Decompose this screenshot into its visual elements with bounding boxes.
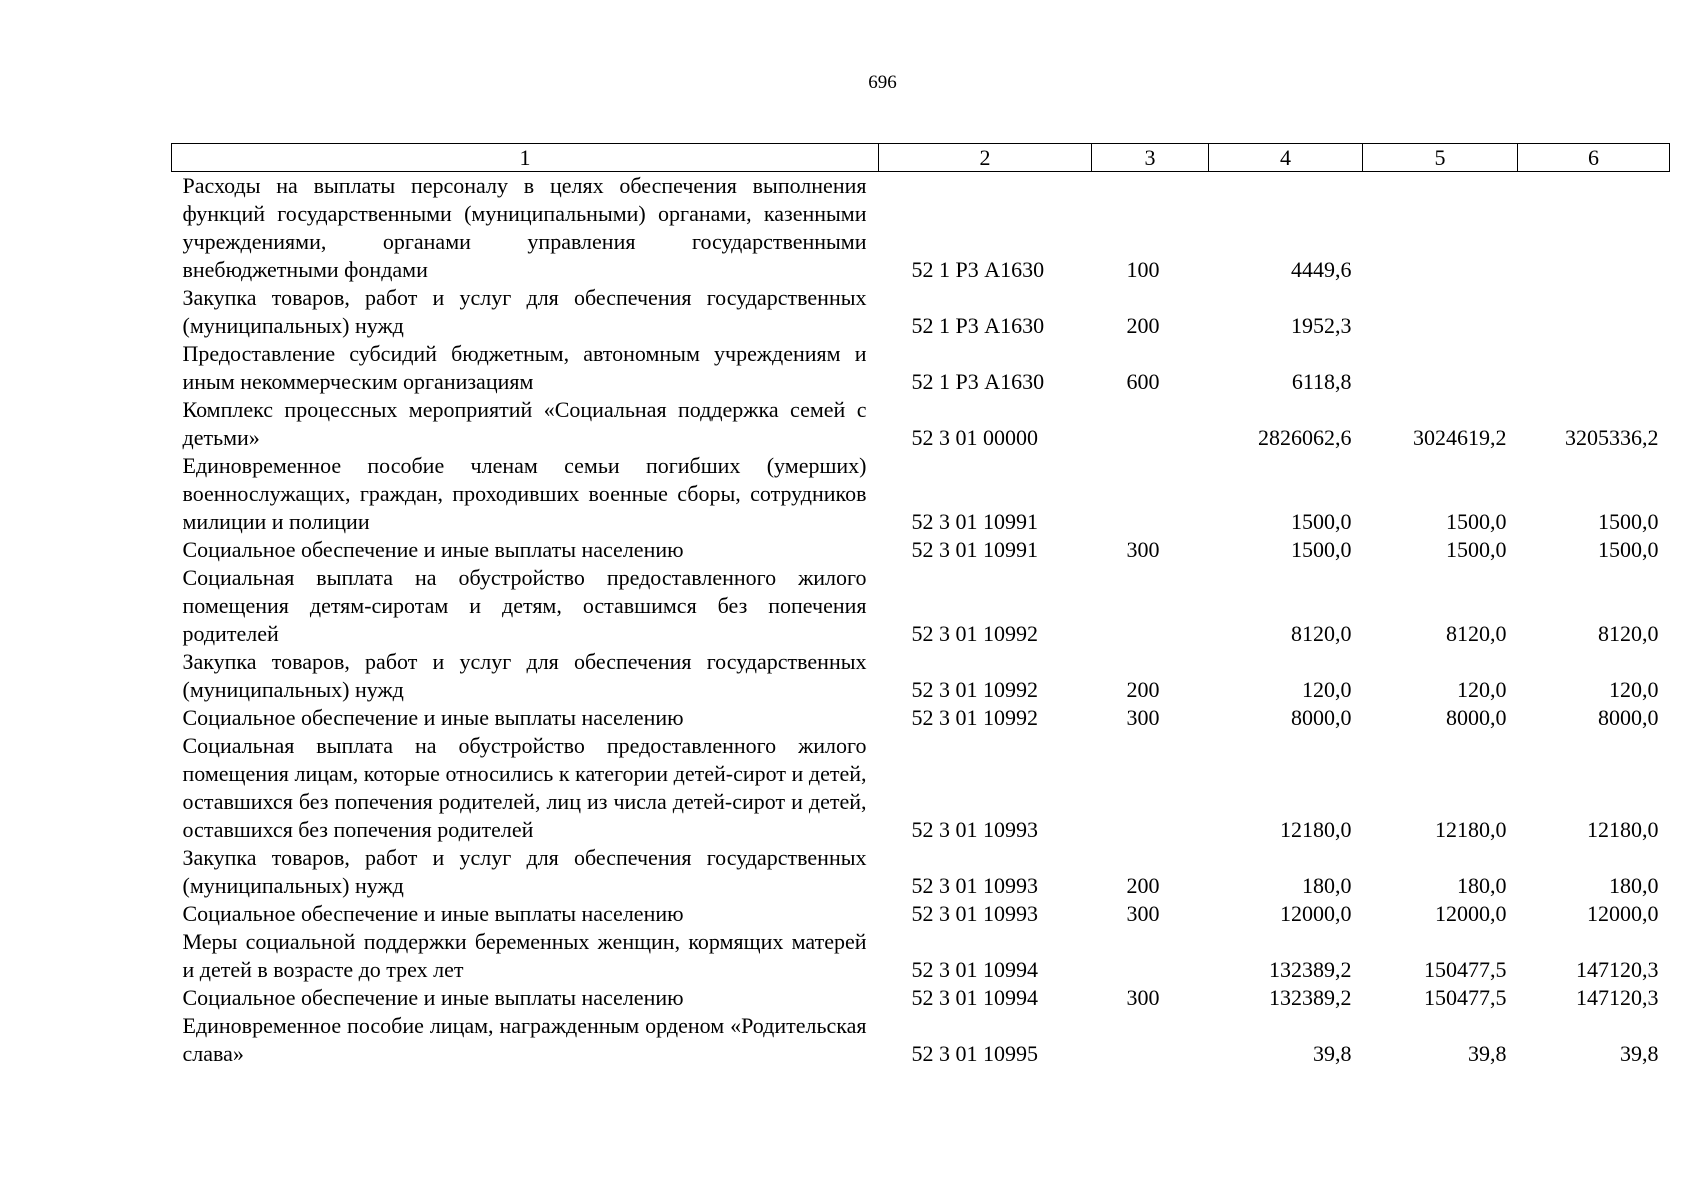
row-amount-2-cell: 12180,0 [1435, 817, 1507, 842]
table-row [172, 704, 1670, 732]
row-name-cell: Социальное обеспечение и иные выплаты населению [182, 985, 684, 1010]
row-expense-type-cell: 200 [1126, 873, 1160, 898]
row-amount-1-cell: 120,0 [1302, 677, 1352, 702]
row-amount-3-cell: 1500,0 [1598, 509, 1659, 534]
row-code-cell: 52 3 01 10992 [911, 677, 1038, 702]
row-code-cell: 52 3 01 10995 [911, 1041, 1038, 1066]
row-code-cell: 52 1 Р3 А1630 [911, 257, 1045, 282]
row-amount-1-cell: 132389,2 [1269, 957, 1352, 982]
row-amount-3-cell: 3205336,2 [1565, 425, 1659, 450]
row-amount-3-cell: 12000,0 [1587, 901, 1659, 926]
row-amount-2-cell: 12000,0 [1435, 901, 1507, 926]
row-expense-type-cell [1092, 396, 1209, 452]
column-header-1: 1 [172, 144, 879, 172]
row-expense-type-cell [1092, 564, 1209, 648]
row-amount-3-cell: 1500,0 [1598, 537, 1659, 562]
row-expense-type-cell [1092, 732, 1209, 844]
row-amount-3-cell: 8000,0 [1598, 705, 1659, 730]
row-amount-2-cell: 150477,5 [1424, 957, 1507, 982]
row-expense-type-cell: 300 [1126, 705, 1160, 730]
row-name-cell: Социальное обеспечение и иные выплаты населению [182, 901, 684, 926]
row-name-cell: Комплекс процессных мероприятий «Социальная поддержка семей с детьми» [182, 397, 867, 450]
table-row [172, 928, 1670, 984]
row-amount-1-cell: 12180,0 [1280, 817, 1352, 842]
row-expense-type-cell [1092, 1012, 1209, 1068]
table-row [172, 340, 1670, 396]
row-amount-1-cell: 2826062,6 [1258, 425, 1352, 450]
row-name-cell: Социальное обеспечение и иные выплаты населению [182, 537, 684, 562]
row-amount-3-cell: 147120,3 [1576, 957, 1659, 982]
table-row [172, 536, 1670, 564]
row-name-cell: Закупка товаров, работ и услуг для обеспечения государственных (муниципальных) нужд [182, 649, 867, 702]
column-header-3: 3 [1092, 144, 1209, 172]
row-name-cell: Закупка товаров, работ и услуг для обеспечения государственных (муниципальных) нужд [182, 845, 867, 898]
row-expense-type-cell [1092, 452, 1209, 536]
row-amount-3-cell: 120,0 [1609, 677, 1659, 702]
table-row [172, 396, 1670, 452]
row-amount-2-cell: 3024619,2 [1413, 425, 1507, 450]
row-amount-2-cell: 8000,0 [1446, 705, 1507, 730]
row-code-cell: 52 3 01 00000 [911, 425, 1038, 450]
column-header-4: 4 [1209, 144, 1363, 172]
row-amount-1-cell: 180,0 [1302, 873, 1352, 898]
row-code-cell: 52 3 01 10992 [911, 621, 1038, 646]
row-amount-2-cell: 120,0 [1457, 677, 1507, 702]
row-name-cell: Единовременное пособие лицам, награжденным орденом «Родительская слава» [182, 1013, 867, 1066]
table-row [172, 648, 1670, 704]
row-amount-2-cell: 1500,0 [1446, 509, 1507, 534]
row-amount-3-cell [1518, 284, 1670, 340]
table-row [172, 172, 1670, 285]
row-amount-3-cell: 147120,3 [1576, 985, 1659, 1010]
row-expense-type-cell: 100 [1126, 257, 1160, 282]
row-amount-2-cell: 1500,0 [1446, 537, 1507, 562]
column-header-5: 5 [1363, 144, 1518, 172]
row-expense-type-cell: 600 [1126, 369, 1160, 394]
row-amount-1-cell: 8000,0 [1291, 705, 1352, 730]
row-amount-1-cell: 12000,0 [1280, 901, 1352, 926]
page-number: 696 [868, 72, 897, 93]
table-row [172, 564, 1670, 648]
row-code-cell: 52 3 01 10991 [911, 537, 1038, 562]
row-expense-type-cell [1092, 928, 1209, 984]
row-name-cell: Социальная выплата на обустройство предоставленного жилого помещения лицам, которые относились к категории детей-сирот и детей, оставшихся без попечения родителей, лиц из числа детей-сирот и детей, оставшихся без попечения родителей [182, 733, 867, 842]
row-amount-2-cell: 39,8 [1468, 1041, 1507, 1066]
table-row [172, 900, 1670, 928]
row-code-cell: 52 3 01 10993 [911, 873, 1038, 898]
table-row [172, 732, 1670, 844]
row-amount-3-cell: 39,8 [1620, 1041, 1659, 1066]
row-name-cell: Единовременное пособие членам семьи погибших (умерших) военнослужащих, граждан, проходивших военные сборы, сотрудников милиции и полиции [182, 453, 867, 534]
row-code-cell: 52 1 Р3 А1630 [911, 313, 1045, 338]
row-amount-1-cell: 39,8 [1313, 1041, 1352, 1066]
table-row [172, 844, 1670, 900]
row-expense-type-cell: 300 [1126, 537, 1160, 562]
row-amount-2-cell: 150477,5 [1424, 985, 1507, 1010]
column-header-6: 6 [1518, 144, 1670, 172]
row-name-cell: Закупка товаров, работ и услуг для обеспечения государственных (муниципальных) нужд [182, 285, 867, 338]
row-code-cell: 52 3 01 10993 [911, 901, 1038, 926]
row-amount-2-cell [1363, 172, 1518, 285]
row-amount-2-cell [1363, 284, 1518, 340]
table-row [172, 1012, 1670, 1068]
row-amount-3-cell: 180,0 [1609, 873, 1659, 898]
row-code-cell: 52 3 01 10994 [911, 985, 1038, 1010]
budget-table [171, 143, 1670, 1068]
row-name-cell: Меры социальной поддержки беременных женщин, кормящих матерей и детей в возрасте до трех лет [182, 929, 867, 982]
row-amount-2-cell: 8120,0 [1446, 621, 1507, 646]
row-code-cell: 52 1 Р3 А1630 [911, 369, 1045, 394]
table-row [172, 452, 1670, 536]
table-row [172, 984, 1670, 1012]
row-amount-1-cell: 1500,0 [1291, 509, 1352, 534]
row-amount-2-cell [1363, 340, 1518, 396]
row-expense-type-cell: 300 [1126, 985, 1160, 1010]
row-amount-3-cell [1518, 340, 1670, 396]
row-expense-type-cell: 200 [1126, 313, 1160, 338]
row-amount-1-cell: 1952,3 [1291, 313, 1352, 338]
row-name-cell: Социальное обеспечение и иные выплаты населению [182, 705, 684, 730]
row-code-cell: 52 3 01 10994 [911, 957, 1038, 982]
table-row [172, 284, 1670, 340]
row-name-cell: Расходы на выплаты персоналу в целях обеспечения выполнения функций государственными (муниципальными) органами, казенными учреждениями, органами управления государственными внебюджетными фондами [182, 173, 867, 282]
row-amount-3-cell: 12180,0 [1587, 817, 1659, 842]
row-amount-1-cell: 8120,0 [1291, 621, 1352, 646]
row-code-cell: 52 3 01 10993 [911, 817, 1038, 842]
row-amount-1-cell: 4449,6 [1291, 257, 1352, 282]
row-amount-1-cell: 6118,8 [1291, 369, 1352, 394]
row-amount-2-cell: 180,0 [1457, 873, 1507, 898]
row-code-cell: 52 3 01 10991 [911, 509, 1038, 534]
row-name-cell: Социальная выплата на обустройство предоставленного жилого помещения детям-сиротам и детям, оставшимся без попечения родителей [182, 565, 867, 646]
row-code-cell: 52 3 01 10992 [911, 705, 1038, 730]
table-header-row [172, 144, 1670, 172]
row-expense-type-cell: 200 [1126, 677, 1160, 702]
row-amount-1-cell: 1500,0 [1291, 537, 1352, 562]
row-amount-3-cell: 8120,0 [1598, 621, 1659, 646]
row-name-cell: Предоставление субсидий бюджетным, автономным учреждениям и иным некоммерческим организациям [182, 341, 867, 394]
column-header-2: 2 [879, 144, 1092, 172]
row-amount-1-cell: 132389,2 [1269, 985, 1352, 1010]
row-amount-3-cell [1518, 172, 1670, 285]
row-expense-type-cell: 300 [1126, 901, 1160, 926]
